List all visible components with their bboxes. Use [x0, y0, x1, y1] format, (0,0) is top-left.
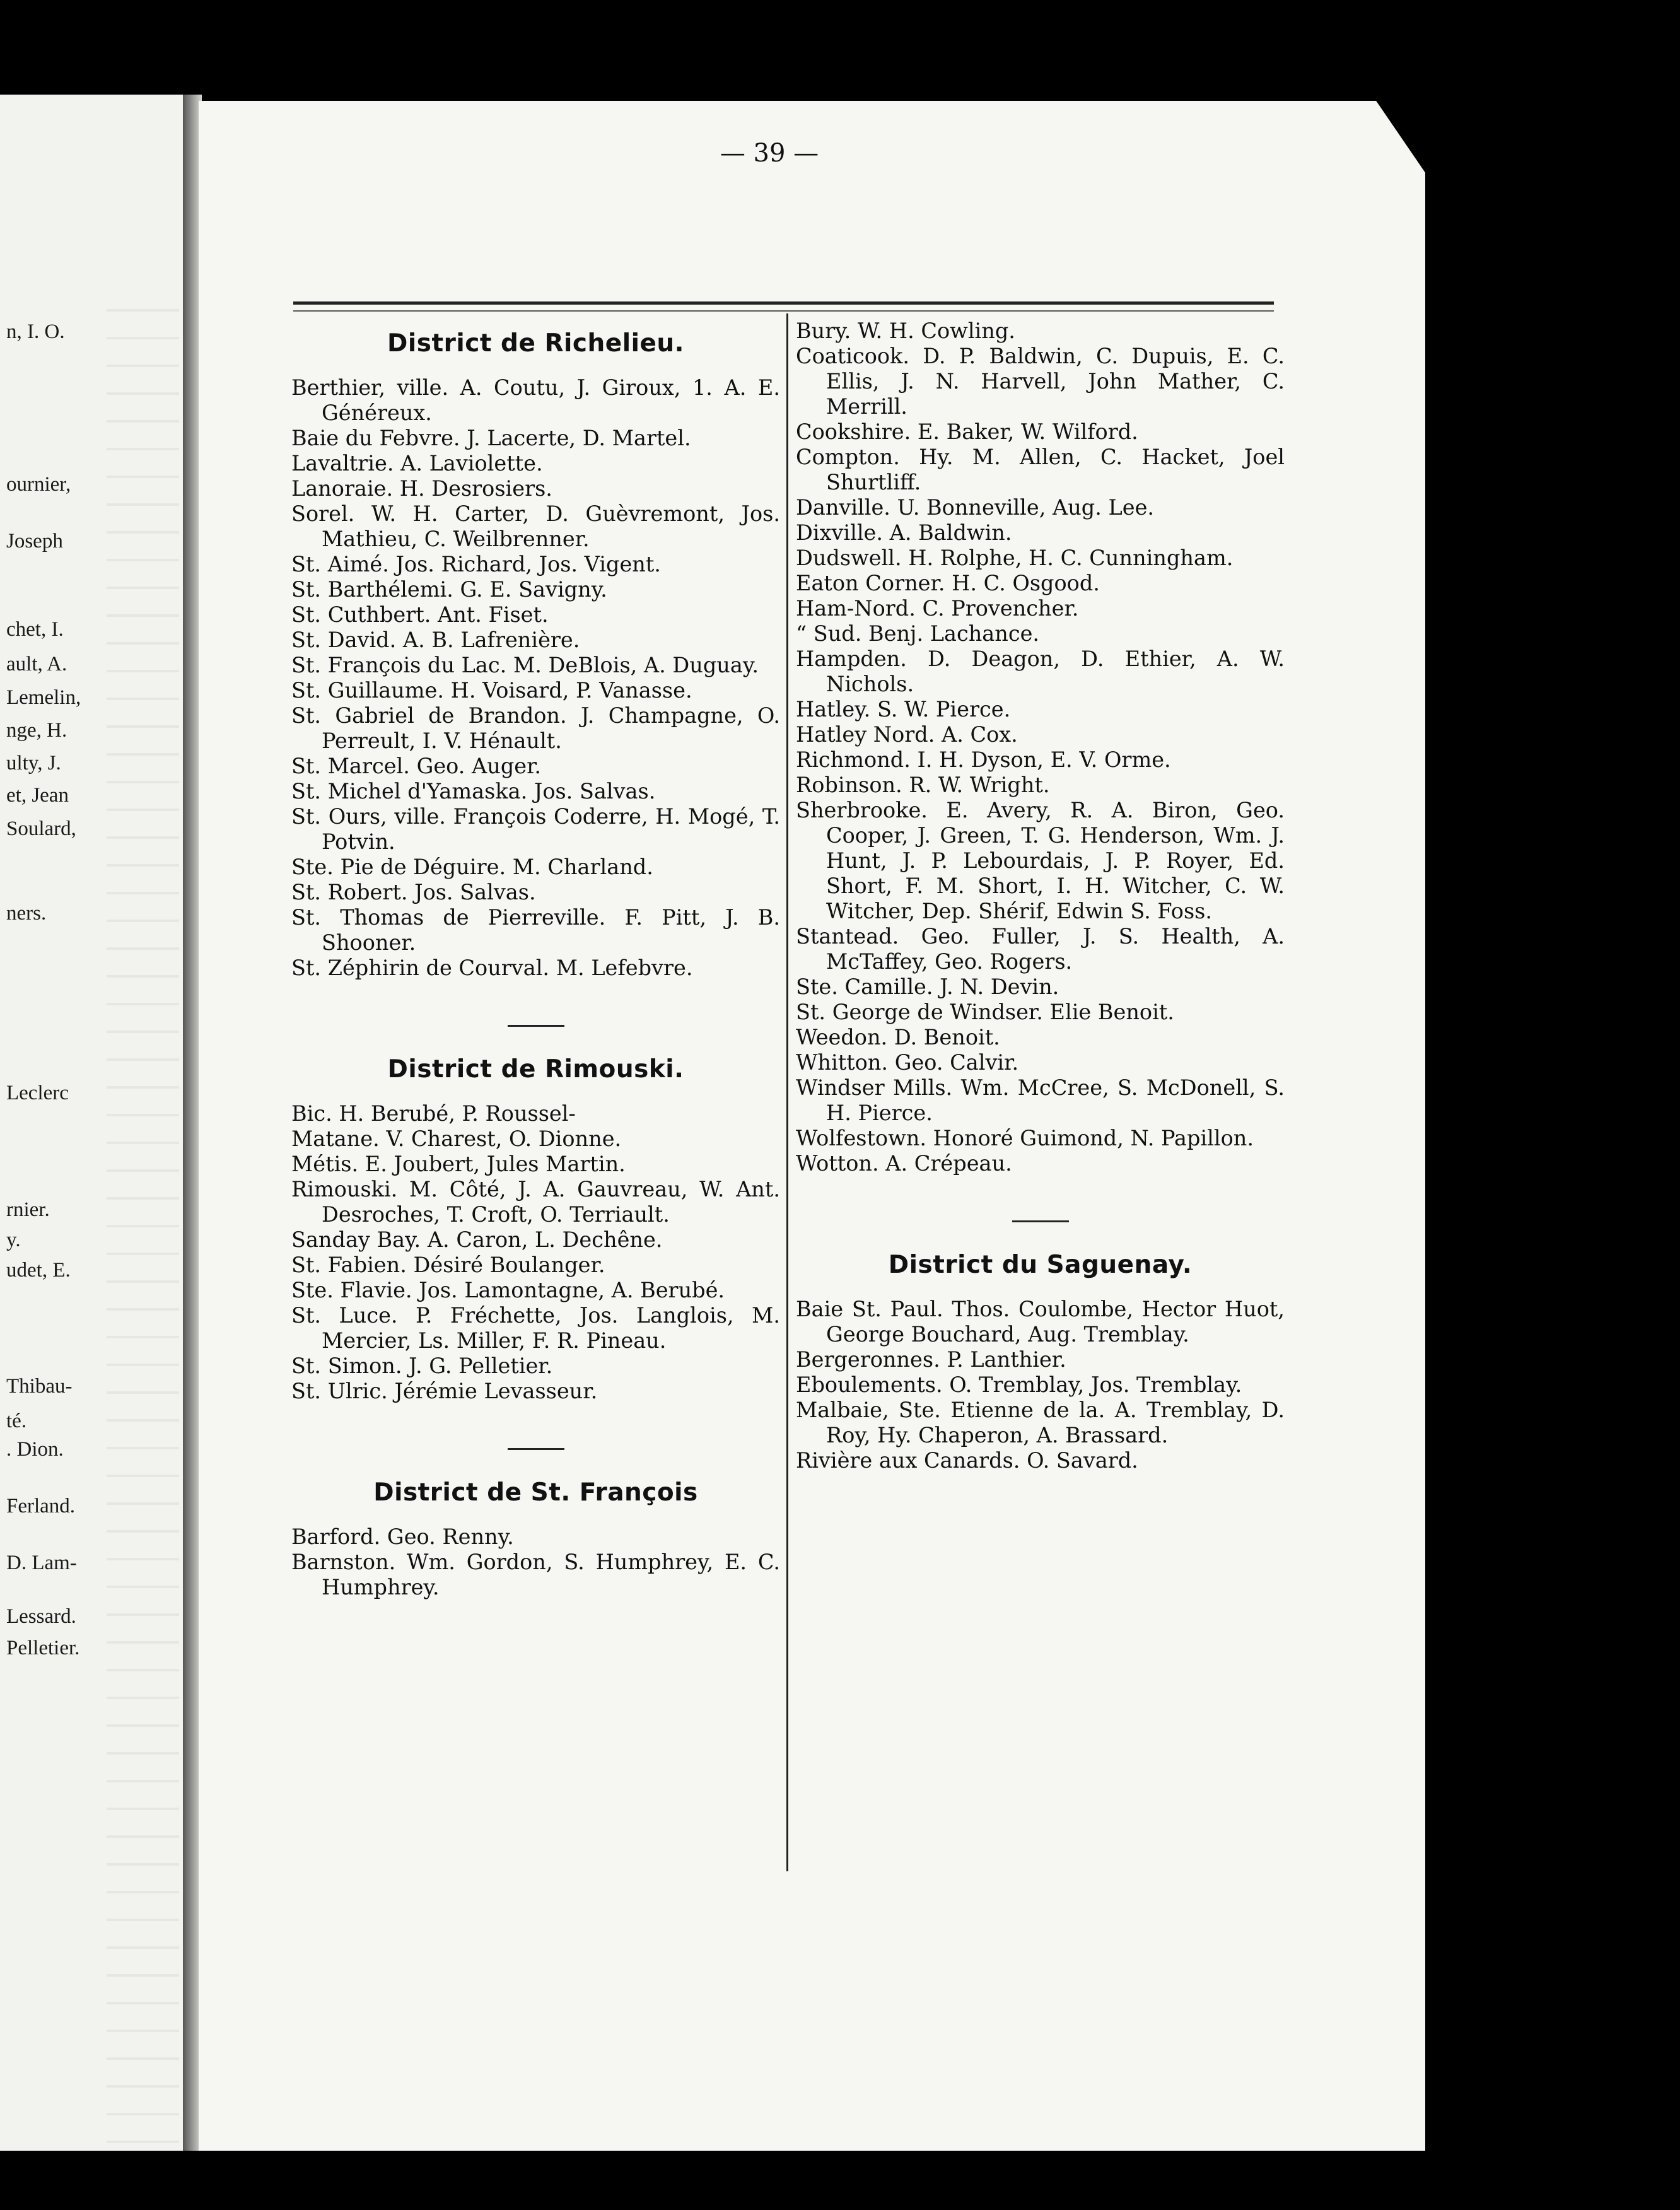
locality-entry: Barford. Geo. Renny. — [291, 1524, 514, 1549]
locality-entry: Ste. Flavie. Jos. Lamontagne, A. Berubé. — [291, 1278, 725, 1302]
district-heading: District du Saguenay. — [888, 1251, 1193, 1279]
locality-entry: Lavaltrie. A. Laviolette. — [291, 451, 543, 476]
header-rule-thin — [293, 310, 1274, 312]
locality-entry: Ste. Camille. J. N. Devin. — [796, 974, 1059, 999]
previous-page-line: D. Lam- — [6, 1552, 77, 1574]
locality-entry: Eaton Corner. H. C. Osgood. — [796, 571, 1100, 595]
locality-entry: Malbaie, Ste. Etienne de la. A. Tremblay, D. Roy, Hy. Chaperon, A. Brassard. — [796, 1398, 1285, 1447]
previous-page-line: ners. — [6, 902, 47, 925]
locality-entry: Wolfestown. Honoré Guimond, N. Papillon. — [796, 1126, 1254, 1150]
previous-page-line: y. — [6, 1229, 21, 1251]
locality-entry: St. Luce. P. Fréchette, Jos. Langlois, M. Mercier, Ls. Miller, F. R. Pineau. — [291, 1303, 780, 1353]
locality-entry: St. Robert. Jos. Salvas. — [291, 880, 536, 904]
section-separator — [508, 1448, 564, 1450]
previous-page-line: Pelletier. — [6, 1637, 80, 1659]
previous-page-line: n, I. O. — [6, 320, 65, 343]
previous-page-line: Leclerc — [6, 1082, 69, 1104]
locality-entry: Sanday Bay. A. Caron, L. Dechêne. — [291, 1227, 663, 1252]
locality-entry: St. Marcel. Geo. Auger. — [291, 754, 542, 778]
bleed-through-texture — [107, 284, 179, 2176]
locality-entry: Cookshire. E. Baker, W. Wilford. — [796, 419, 1138, 444]
locality-entry: Hatley. S. W. Pierce. — [796, 697, 1011, 722]
previous-page-line: té. — [6, 1410, 27, 1432]
previous-page-line: Thibau- — [6, 1375, 73, 1398]
locality-entry: Sherbrooke. E. Avery, R. A. Biron, Geo. Cooper, J. Green, T. G. Henderson, Wm. J. Hunt, J. P. Lebourdais, J. P. Royer, Ed. Short, F. M. Short, I. H. Witcher, C. W. Witcher, Dep. Shérif, Edwin S. Foss. — [796, 798, 1285, 923]
locality-entry: Métis. E. Joubert, Jules Martin. — [291, 1152, 626, 1176]
locality-entry: Barnston. Wm. Gordon, S. Humphrey, E. C. Humphrey. — [291, 1550, 780, 1599]
locality-entry: St. Fabien. Désiré Boulanger. — [291, 1253, 605, 1277]
locality-entry: Lanoraie. H. Desrosiers. — [291, 476, 552, 501]
locality-entry: Sorel. W. H. Carter, D. Guèvremont, Jos. Mathieu, C. Weilbrenner. — [291, 501, 780, 551]
locality-entry: St. Simon. J. G. Pelletier. — [291, 1353, 553, 1378]
locality-entry: Matane. V. Charest, O. Dionne. — [291, 1126, 622, 1151]
locality-entry: St. Ulric. Jérémie Levasseur. — [291, 1379, 598, 1403]
locality-entry: St. Guillaume. H. Voisard, P. Vanasse. — [291, 678, 692, 703]
previous-page-line: Lemelin, — [6, 686, 81, 709]
previous-page-line: nge, H. — [6, 719, 67, 742]
locality-entry: St. Barthélemi. G. E. Savigny. — [291, 577, 607, 602]
locality-entry: Berthier, ville. A. Coutu, J. Giroux, 1. A. E. Généreux. — [291, 375, 780, 425]
previous-page-line: ulty, J. — [6, 752, 61, 775]
locality-entry: Weedon. D. Benoit. — [796, 1025, 1000, 1049]
locality-entry: Richmond. I. H. Dyson, E. V. Orme. — [796, 747, 1171, 772]
locality-entry: Coaticook. D. P. Baldwin, C. Dupuis, E. C. Ellis, J. N. Harvell, John Mather, C. Merrill. — [796, 344, 1285, 419]
locality-entry: Whitton. Geo. Calvir. — [796, 1050, 1019, 1075]
right-column — [796, 319, 1285, 1473]
locality-entry: St. Gabriel de Brandon. J. Champagne, O. Perreult, I. V. Hénault. — [291, 703, 780, 753]
district-heading: District de Richelieu. — [387, 329, 684, 358]
district-heading: District de Rimouski. — [387, 1055, 684, 1084]
locality-entry: Ham-Nord. C. Provencher. — [796, 596, 1079, 621]
left-column — [291, 319, 780, 1600]
locality-entry: St. Zéphirin de Courval. M. Lefebvre. — [291, 956, 693, 980]
locality-entry: St. Michel d'Yamaska. Jos. Salvas. — [291, 779, 656, 804]
locality-entry: Stantead. Geo. Fuller, J. S. Health, A. McTaffey, Geo. Rogers. — [796, 924, 1285, 974]
locality-entry: St. Aimé. Jos. Richard, Jos. Vigent. — [291, 552, 661, 576]
locality-entry: Ste. Pie de Déguire. M. Charland. — [291, 855, 653, 879]
locality-entry: Bury. W. H. Cowling. — [796, 319, 1015, 343]
section-separator — [508, 1025, 564, 1027]
locality-entry: St. Cuthbert. Ant. Fiset. — [291, 602, 549, 627]
locality-entry: Eboulements. O. Tremblay, Jos. Tremblay. — [796, 1372, 1242, 1397]
locality-entry: St. David. A. B. Lafrenière. — [291, 628, 580, 652]
locality-entry: Danville. U. Bonneville, Aug. Lee. — [796, 495, 1155, 520]
section-separator — [1012, 1220, 1069, 1222]
previous-page-line: chet, I. — [6, 618, 64, 641]
previous-page-line: ault, A. — [6, 653, 67, 675]
locality-entry: Windser Mills. Wm. McCree, S. McDonell, S. H. Pierce. — [796, 1075, 1285, 1125]
header-rule — [293, 301, 1274, 305]
column-divider — [786, 313, 788, 1871]
previous-page-line: ournier, — [6, 473, 71, 496]
previous-page-fragment — [0, 95, 185, 2151]
locality-entry: St. George de Windser. Elie Benoit. — [796, 1000, 1174, 1024]
previous-page-line: udet, E. — [6, 1259, 71, 1282]
locality-entry: St. Thomas de Pierreville. F. Pitt, J. B. Shooner. — [291, 905, 780, 955]
locality-entry: Hatley Nord. A. Cox. — [796, 722, 1018, 747]
locality-entry: Dixville. A. Baldwin. — [796, 520, 1012, 545]
locality-entry: Baie du Febvre. J. Lacerte, D. Martel. — [291, 426, 691, 450]
locality-entry: Wotton. A. Crépeau. — [796, 1151, 1012, 1176]
previous-page-line: Lessard. — [6, 1605, 76, 1628]
locality-entry: Dudswell. H. Rolphe, H. C. Cunningham. — [796, 546, 1234, 570]
locality-entry: St. Ours, ville. François Coderre, H. Mogé, T. Potvin. — [291, 804, 780, 854]
previous-page-line: et, Jean — [6, 784, 69, 807]
previous-page-line: Ferland. — [6, 1495, 76, 1517]
previous-page-line: Soulard, — [6, 817, 76, 840]
locality-entry: Rimouski. M. Côté, J. A. Gauvreau, W. Ant. Desroches, T. Croft, O. Terriault. — [291, 1177, 780, 1227]
locality-entry: Compton. Hy. M. Allen, C. Hacket, Joel Shurtliff. — [796, 445, 1285, 494]
district-heading: District de St. François — [373, 1478, 698, 1507]
previous-page-line: Joseph — [6, 530, 63, 552]
locality-entry: Rivière aux Canards. O. Savard. — [796, 1448, 1138, 1473]
previous-page-line: rnier. — [6, 1198, 50, 1221]
page-number: — 39 — — [720, 139, 819, 168]
locality-entry: Bic. H. Berubé, P. Roussel- — [291, 1101, 576, 1126]
locality-entry: “ Sud. Benj. Lachance. — [796, 621, 1040, 646]
locality-entry: Hampden. D. Deagon, D. Ethier, A. W. Nichols. — [796, 646, 1285, 696]
locality-entry: Bergeronnes. P. Lanthier. — [796, 1347, 1066, 1372]
locality-entry: St. François du Lac. M. DeBlois, A. Duguay. — [291, 653, 759, 677]
locality-entry: Baie St. Paul. Thos. Coulombe, Hector Huot, George Bouchard, Aug. Tremblay. — [796, 1297, 1285, 1347]
previous-page-line: . Dion. — [6, 1438, 64, 1461]
locality-entry: Robinson. R. W. Wright. — [796, 773, 1050, 797]
